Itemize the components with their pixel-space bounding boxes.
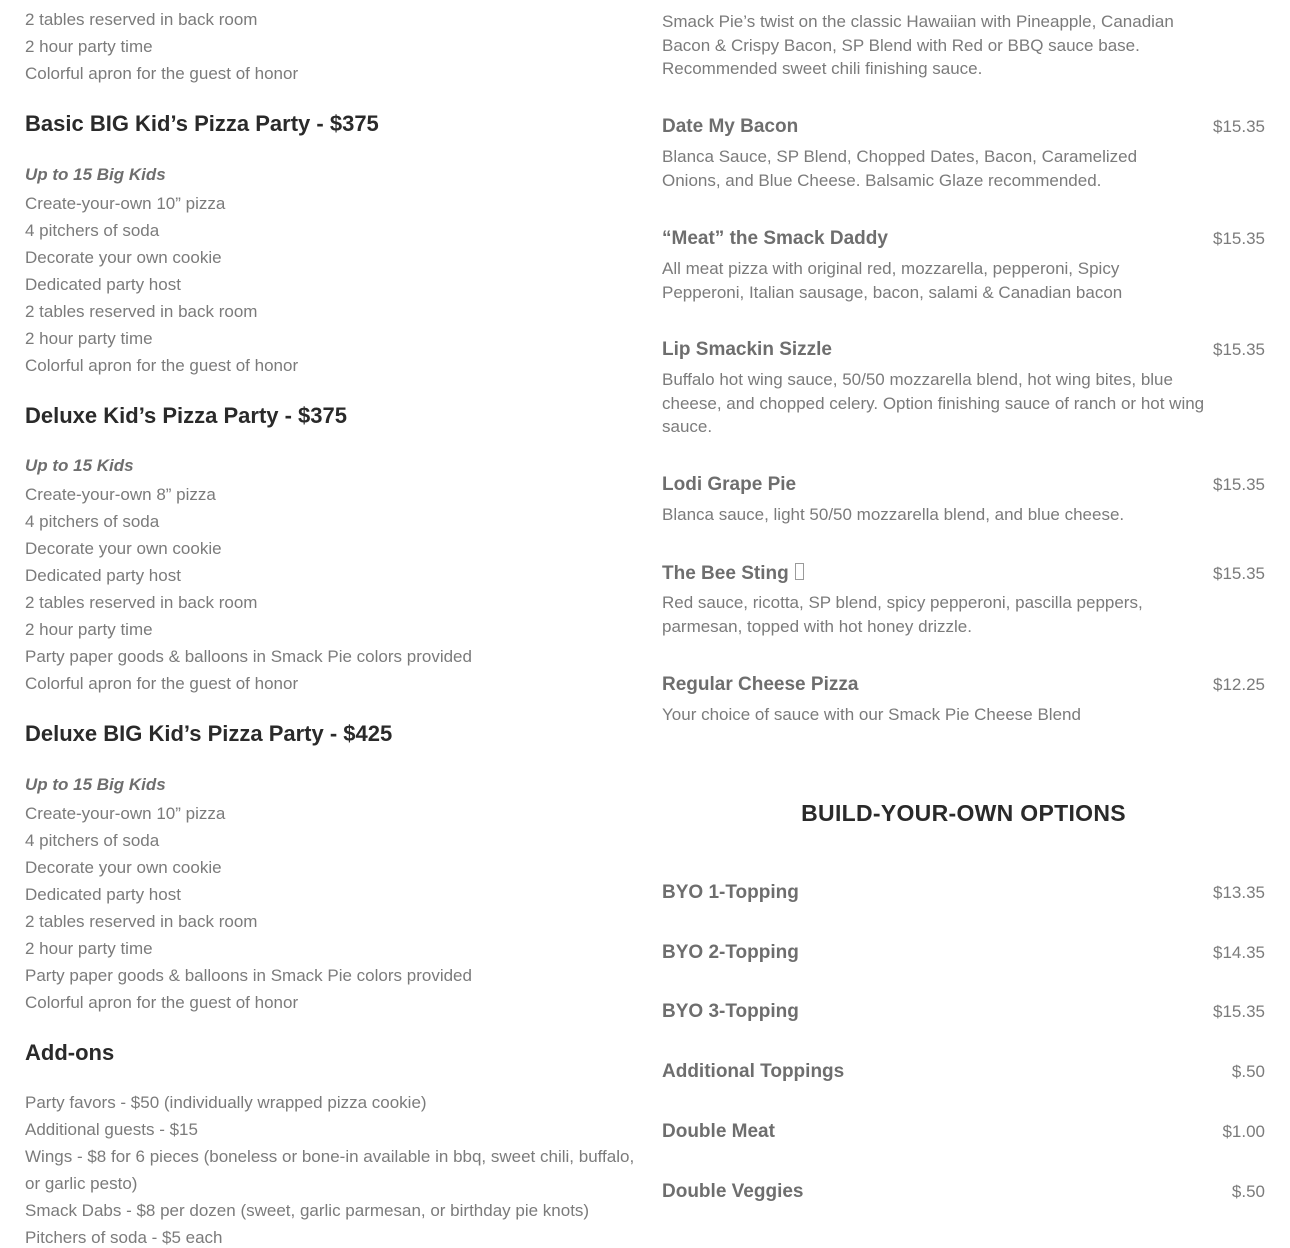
pizza-price: $12.25 <box>1213 675 1265 694</box>
package-line: Colorful apron for the guest of honor <box>25 993 299 1012</box>
party-title-deluxe-big-kids: Deluxe BIG Kid’s Pizza Party - $425 <box>25 721 393 746</box>
package-line: Colorful apron for the guest of honor <box>25 674 299 693</box>
byo-item-name: BYO 2-Topping <box>662 942 799 963</box>
pizza-description: All meat pizza with original red, mozzarella, pepperoni, Spicy Pepperoni, Italian sausage, bacon, salami & Canadian bacon <box>662 259 1123 302</box>
package-line: Colorful apron for the guest of honor <box>25 64 299 83</box>
package-line: Dedicated party host <box>25 275 181 294</box>
byo-item-price: $15.35 <box>1213 1002 1265 1021</box>
package-line: Dedicated party host <box>25 566 181 585</box>
package-line: Party paper goods & balloons in Smack Pie colors provided <box>25 647 472 666</box>
pizza-price: $15.35 <box>1213 564 1265 583</box>
addon-line: Pitchers of soda - $5 each <box>25 1228 223 1247</box>
package-line: 2 hour party time <box>25 37 153 56</box>
pizza-name-lip-smackin-sizzle: Lip Smackin Sizzle <box>662 339 832 360</box>
pizza-name-regular-cheese: Regular Cheese Pizza <box>662 674 859 695</box>
package-line: 2 tables reserved in back room <box>25 302 258 321</box>
party-title-deluxe-kids: Deluxe Kid’s Pizza Party - $375 <box>25 403 347 428</box>
pizza-name-the-bee-sting <box>662 562 804 586</box>
byo-item-price: $1.00 <box>1222 1122 1265 1141</box>
package-line: Decorate your own cookie <box>25 248 222 267</box>
party-subtitle: Up to 15 Kids <box>25 456 134 475</box>
package-line: 4 pitchers of soda <box>25 512 160 531</box>
package-line: 2 hour party time <box>25 329 153 348</box>
byo-item-price: $.50 <box>1231 1062 1265 1081</box>
package-line: Party paper goods & balloons in Smack Pie colors provided <box>25 966 472 985</box>
package-line: Decorate your own cookie <box>25 539 222 558</box>
byo-item-price: $14.35 <box>1213 943 1265 962</box>
pizza-description: Your choice of sauce with our Smack Pie Cheese Blend <box>662 705 1081 724</box>
pizza-description: Smack Pie’s twist on the classic Hawaiian with Pineapple, Canadian Bacon & Crispy Bacon, SP Blend with Red or BBQ sauce base. Recommended sweet chili finishing sauce. <box>662 12 1174 78</box>
package-line: 2 tables reserved in back room <box>25 593 258 612</box>
package-line: 4 pitchers of soda <box>25 221 160 240</box>
party-title-basic-big-kids: Basic BIG Kid’s Pizza Party - $375 <box>25 111 379 136</box>
pizza-description: Red sauce, ricotta, SP blend, spicy pepperoni, pascilla peppers, parmesan, topped with hot honey drizzle. <box>662 593 1143 636</box>
package-line: 2 tables reserved in back room <box>25 912 258 931</box>
package-line: Decorate your own cookie <box>25 858 222 877</box>
pizza-price: $15.35 <box>1213 340 1265 359</box>
package-line: 4 pitchers of soda <box>25 831 160 850</box>
package-line: 2 hour party time <box>25 620 153 639</box>
pizza-price: $15.35 <box>1213 117 1265 136</box>
package-line: Dedicated party host <box>25 885 181 904</box>
party-subtitle: Up to 15 Big Kids <box>25 775 166 794</box>
pizza-name-meat-the-smack-daddy: “Meat” the Smack Daddy <box>662 228 888 249</box>
byo-item-name: BYO 1-Topping <box>662 882 799 903</box>
pizza-description: Blanca Sauce, SP Blend, Chopped Dates, Bacon, Caramelized Onions, and Blue Cheese. Balsamic Glaze recommended. <box>662 147 1138 190</box>
package-line: Colorful apron for the guest of honor <box>25 356 299 375</box>
addon-line: Additional guests - $15 <box>25 1120 198 1139</box>
package-line: Create-your-own 10” pizza <box>25 804 226 823</box>
pizza-price: $15.35 <box>1213 229 1265 248</box>
pizza-description: Buffalo hot wing sauce, 50/50 mozzarella blend, hot wing bites, blue cheese, and chopped celery. Option finishing sauce of ranch or hot wing sauce. <box>662 370 1205 436</box>
bee-icon <box>795 563 804 580</box>
package-line: Create-your-own 8” pizza <box>25 485 216 504</box>
byo-section-title: BUILD-YOUR-OWN OPTIONS <box>801 800 1126 826</box>
addon-line: Wings - $8 for 6 pieces (boneless or bone-in available in bbq, sweet chili, buffalo, or garlic pesto) <box>25 1147 635 1193</box>
addon-line: Party favors - $50 (individually wrapped pizza cookie) <box>25 1093 427 1112</box>
byo-item-price: $.50 <box>1231 1182 1265 1201</box>
addon-line: Smack Dabs - $8 per dozen (sweet, garlic parmesan, or birthday pie knots) <box>25 1201 590 1220</box>
byo-item-price: $13.35 <box>1213 883 1265 902</box>
party-subtitle: Up to 15 Big Kids <box>25 165 166 184</box>
pizza-name-date-my-bacon: Date My Bacon <box>662 116 799 137</box>
byo-item-name: Double Meat <box>662 1121 775 1142</box>
package-line: Create-your-own 10” pizza <box>25 194 226 213</box>
pizza-description: Blanca sauce, light 50/50 mozzarella blend, and blue cheese. <box>662 505 1125 524</box>
byo-item-name: BYO 3-Topping <box>662 1001 799 1022</box>
package-line: 2 tables reserved in back room <box>25 10 258 29</box>
addons-title: Add-ons <box>25 1040 115 1065</box>
package-line: 2 hour party time <box>25 939 153 958</box>
pizza-price: $15.35 <box>1213 475 1265 494</box>
byo-item-name: Double Veggies <box>662 1181 804 1202</box>
pizza-name-lodi-grape-pie: Lodi Grape Pie <box>662 474 797 495</box>
pizza-name-text: The Bee Sting <box>662 563 789 584</box>
byo-item-name: Additional Toppings <box>662 1061 845 1082</box>
